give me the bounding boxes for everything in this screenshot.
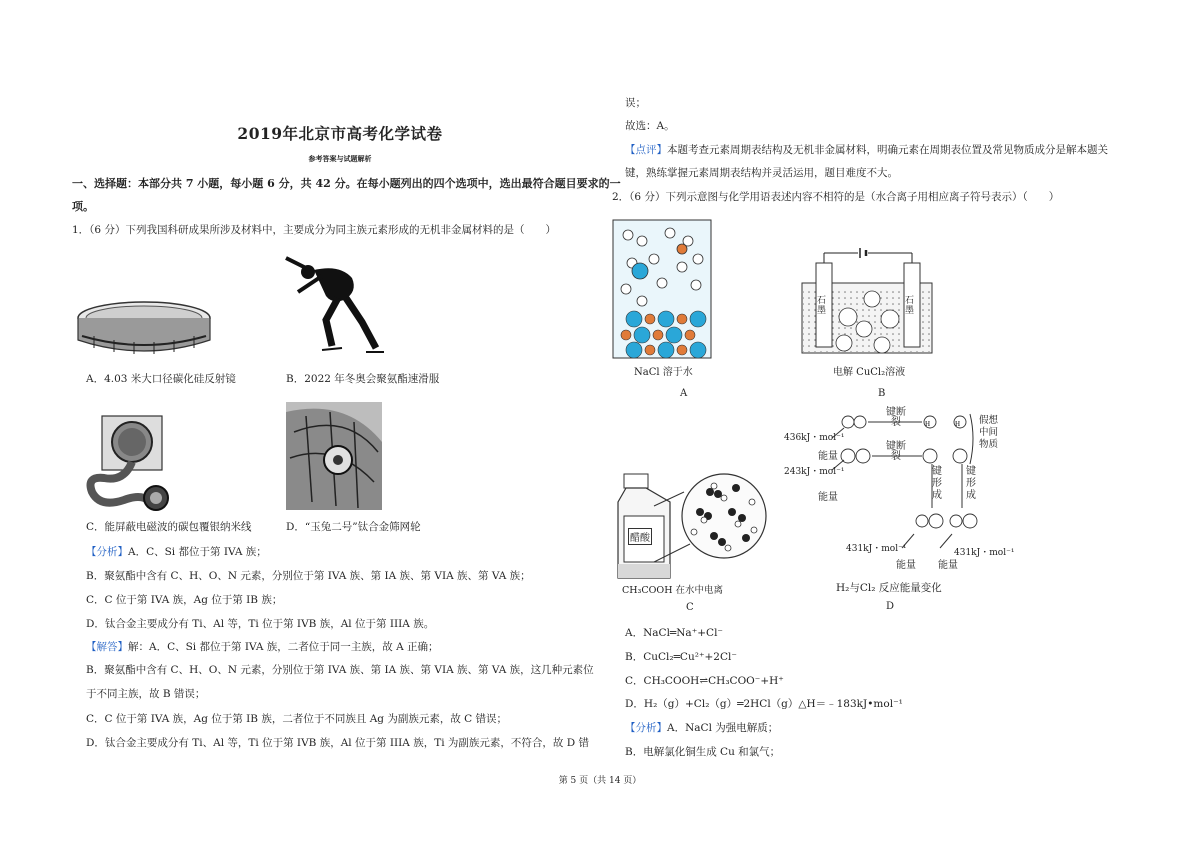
- analysis-2: B．聚氨酯中含有 C、H、O、N 元素，分别位于第 IVA 族、第 IA 族、第 VIA 族、第 VA 族；: [86, 570, 531, 582]
- fig-d-hypothetical: 假想中间物质: [979, 415, 999, 450]
- fig-c-letter: C: [686, 602, 694, 613]
- fig-a-caption: NaCl 溶于水: [634, 367, 693, 378]
- option-d: D．“玉兔二号”钛合金筛网轮: [286, 521, 421, 533]
- comment-tag: 【点评】: [625, 144, 667, 156]
- fig-d-energy-1: 能量: [818, 451, 838, 462]
- q2-analysis-1: [625, 722, 778, 735]
- answer-5: D．钛合金主要成分有 Ti、Al 等，Ti 位于第 IVB 族，Al 位于第 IIIA 族，Ti 为副族元素，不符合，故 D 错: [86, 737, 589, 749]
- fig-b-caption: 电解 CuCl₂溶液: [833, 367, 906, 378]
- nanowire-image: [84, 412, 184, 512]
- q2-option-b: B．CuCl₂═Cu²⁺+2Cl⁻: [625, 651, 737, 663]
- acetic-acid-diagram: [614, 472, 774, 582]
- fig-d-243: 243kJ・mol⁻¹: [784, 467, 845, 477]
- nacl-dissolving-diagram: [612, 219, 712, 359]
- fig-a-letter: A: [680, 388, 688, 399]
- answer-tag: 【解答】: [86, 641, 128, 653]
- speed-skater-image: [278, 248, 388, 358]
- fig-d-431-left: 431kJ・mol⁻¹: [846, 544, 907, 554]
- fig-d-436: 436kJ・mol⁻¹: [784, 433, 845, 443]
- fig-b-graphite-left: 石墨: [817, 296, 827, 316]
- right-line-2: 故选：A。: [625, 120, 675, 132]
- fig-d-form-2: 键形成: [966, 466, 976, 501]
- answer-1-text: 解：A．C、Si 都位于第 IVA 族，二者位于同一主族，故 A 正确；: [128, 641, 439, 653]
- comment-2: 键，熟练掌握元素周期表结构并灵活运用，题目难度不大。: [625, 167, 898, 179]
- comment-1: [625, 144, 1108, 157]
- q2-analysis-tag: 【分析】: [625, 722, 667, 734]
- fig-d-caption: H₂与Cl₂ 反应能量变化: [836, 582, 942, 594]
- answer-1: [86, 641, 439, 654]
- analysis-4: D．钛合金主要成分有 Ti、Al 等，Ti 位于第 IVB 族，Al 位于第 IIIA 族。: [86, 618, 435, 630]
- option-b: B．2022 年冬奥会聚氨酯速滑服: [286, 373, 440, 385]
- page-footer: 第 5 页（共 14 页）: [558, 776, 642, 786]
- q2-option-a: A．NaCl═Na⁺+Cl⁻: [625, 627, 723, 639]
- fig-d-break-1: 键断裂: [886, 407, 906, 428]
- titanium-wheel-image: [286, 402, 382, 510]
- fig-d-letter: D: [886, 601, 895, 612]
- fig-c-bottle-label: 醋酸: [628, 528, 652, 545]
- option-c: C．能屏蔽电磁波的碳包覆银纳米线: [86, 521, 252, 533]
- analysis-1-text: A．C、Si 都位于第 IVA 族；: [128, 546, 267, 558]
- svg-text:H: H: [955, 420, 961, 428]
- answer-2: B．聚氨酯中含有 C、H、O、N 元素，分别位于第 IVA 族、第 IA 族、第 VIA 族、第 VA 族，这几种元素位: [86, 664, 594, 676]
- fig-b-graphite-right: 石墨: [905, 296, 915, 316]
- section-heading-line1: 一、选择题：本部分共 7 小题，每小题 6 分，共 42 分。在每小题列出的四个选项中，选出最符合题目要求的一: [72, 177, 621, 190]
- right-line-1: 误；: [625, 97, 646, 109]
- comment-1-text: 本题考查元素周期表结构及无机非金属材料，明确元素在周期表位置及常见物质成分是解本题关: [667, 144, 1108, 156]
- fig-c-caption: CH₃COOH 在水中电离: [622, 585, 724, 596]
- analysis-1: [86, 546, 267, 559]
- section-heading-line2: 项。: [72, 200, 94, 213]
- paper-title: 2019年北京市高考化学试卷: [237, 124, 443, 143]
- analysis-tag: 【分析】: [86, 546, 128, 558]
- fig-b-letter: B: [878, 388, 886, 399]
- fig-d-form-1: 键形成: [932, 466, 942, 501]
- fig-d-energy-3: 能量: [896, 560, 916, 571]
- fig-d-energy-2: 能量: [818, 492, 838, 503]
- paper-subtitle: 参考答案与试题解析: [308, 154, 372, 163]
- question-2: 2．（6 分）下列示意图与化学用语表述内容不相符的是（水合离子用相应离子符号表示）（ ）: [612, 191, 1060, 203]
- fig-d-energy-4: 能量: [938, 560, 958, 571]
- q2-analysis-2: B．电解氯化铜生成 Cu 和氯气；: [625, 746, 781, 758]
- q2-option-c: C．CH₃COOH⇌CH₃COO⁻+H⁺: [625, 675, 784, 687]
- answer-3: 于不同主族，故 B 错误；: [86, 688, 206, 700]
- option-a: A．4.03 米大口径碳化硅反射镜: [86, 373, 236, 385]
- analysis-3: C．C 位于第 IVA 族，Ag 位于第 IB 族；: [86, 594, 283, 606]
- question-1: 1．（6 分）下列我国科研成果所涉及材料中，主要成分为同主族元素形成的无机非金属材料的是（ ）: [72, 224, 556, 236]
- fig-d-break-2: 键断裂: [886, 441, 906, 462]
- q2-analysis-1-text: A．NaCl 为强电解质；: [667, 722, 779, 734]
- q2-option-d: D．H₂（g）+Cl₂（g）═2HCl（g）△H＝﹣183kJ•mol⁻¹: [625, 698, 903, 710]
- svg-text:H: H: [925, 420, 931, 428]
- answer-4: C．C 位于第 IVA 族，Ag 位于第 IB 族，二者位于不同族且 Ag 为副族元素，故 C 错误；: [86, 713, 508, 725]
- fig-d-431-right: 431kJ・mol⁻¹: [954, 548, 1015, 558]
- reflector-mirror-image: [74, 296, 214, 356]
